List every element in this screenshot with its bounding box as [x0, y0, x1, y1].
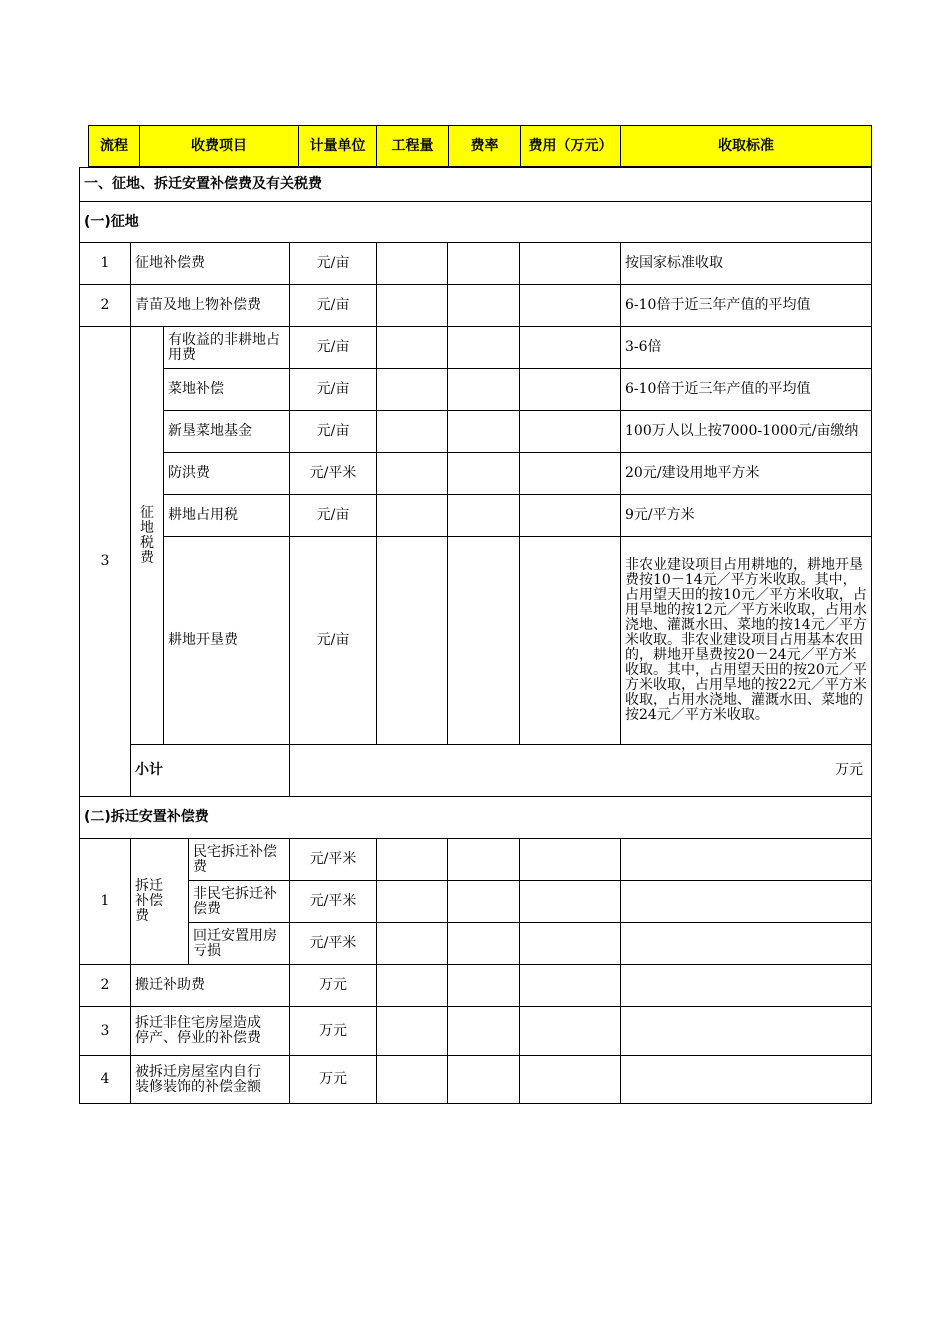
rate-cell	[448, 495, 520, 537]
unit-cell: 元/亩	[290, 411, 377, 453]
header-rate: 费率	[449, 126, 521, 167]
header-cost: 费用（万元）	[521, 126, 621, 167]
standard-cell	[621, 1056, 872, 1104]
quantity-cell	[377, 327, 448, 369]
standard-cell	[621, 1007, 872, 1056]
table-row	[80, 537, 872, 745]
cost-cell	[520, 965, 621, 1007]
rate-cell	[448, 285, 520, 327]
group-label	[131, 839, 189, 965]
cost-cell	[520, 923, 621, 965]
rate-cell	[448, 881, 520, 923]
group-label	[131, 327, 164, 745]
row-number: 1	[80, 243, 131, 285]
unit-cell: 元/平米	[290, 923, 377, 965]
quantity-cell	[377, 839, 448, 881]
cost-cell	[520, 537, 621, 745]
rate-cell	[448, 411, 520, 453]
quantity-cell	[377, 285, 448, 327]
item-name: 青苗及地上物补偿费	[131, 285, 290, 327]
subtotal-label: 小计	[131, 745, 290, 797]
item-name: 耕地开垦费	[164, 537, 290, 745]
item-name: 非民宅拆迁补偿费	[189, 881, 290, 923]
header-quantity: 工程量	[377, 126, 449, 167]
header-item: 收费项目	[140, 126, 299, 167]
unit-cell: 元/平米	[290, 453, 377, 495]
table-row	[80, 839, 872, 881]
quantity-cell	[377, 369, 448, 411]
rate-cell	[448, 453, 520, 495]
table-row	[80, 881, 872, 923]
item-name-text: 被拆迁房屋室内自行装修装饰的补偿金额	[135, 1063, 261, 1095]
header-process: 流程	[89, 126, 140, 167]
quantity-cell	[377, 1056, 448, 1104]
standard-cell: 3-6倍	[621, 327, 872, 369]
table-row	[80, 243, 872, 285]
standard-cell: 非农业建设项目占用耕地的，耕地开垦费按10－14元／平方米收取。其中，占用望天田的按10元／平方米收取，占用旱地的按12元／平方米收取，占用水浇地、灌溉水田、菜地的按14元／平方米收取。非农业建设项目占用基本农田的，耕地开垦费按20－24元／平方米收取。其中，占用望天田的按20元／平方米收取，占用旱地的按22元／平方米收取，占用水浇地、灌溉水田、菜地的按24元／平方米收取。	[621, 537, 872, 745]
header-standard: 收取标准	[621, 126, 872, 167]
table-row	[80, 369, 872, 411]
table-row	[80, 285, 872, 327]
cost-cell	[520, 369, 621, 411]
unit-cell: 万元	[290, 965, 377, 1007]
rate-cell	[448, 923, 520, 965]
item-name	[131, 1056, 290, 1104]
section-title-relocation: (二)拆迁安置补偿费	[80, 797, 872, 839]
group-label-text: 征地税费	[140, 504, 154, 566]
unit-cell: 元/亩	[290, 537, 377, 745]
quantity-cell	[377, 965, 448, 1007]
standard-cell: 100万人以上按7000-1000元/亩缴纳	[621, 411, 872, 453]
quantity-cell	[377, 923, 448, 965]
row-number: 2	[80, 285, 131, 327]
header-unit: 计量单位	[299, 126, 377, 167]
row-number: 3	[80, 327, 131, 797]
item-name: 民宅拆迁补偿费	[189, 839, 290, 881]
row-number: 4	[80, 1056, 131, 1104]
section-title-main: 一、征地、拆迁安置补偿费及有关税费	[80, 168, 872, 202]
unit-cell: 元/亩	[290, 327, 377, 369]
quantity-cell	[377, 411, 448, 453]
rate-cell	[448, 243, 520, 285]
standard-cell: 按国家标准收取	[621, 243, 872, 285]
table-row	[80, 495, 872, 537]
section-row	[80, 797, 872, 839]
unit-cell: 元/亩	[290, 285, 377, 327]
standard-cell	[621, 839, 872, 881]
standard-cell: 6-10倍于近三年产值的平均值	[621, 369, 872, 411]
standard-cell: 9元/平方米	[621, 495, 872, 537]
section-row	[80, 168, 872, 202]
rate-cell	[448, 1056, 520, 1104]
quantity-cell	[377, 1007, 448, 1056]
table-row	[80, 411, 872, 453]
unit-cell: 元/平米	[290, 839, 377, 881]
item-name: 回迁安置用房亏损	[189, 923, 290, 965]
item-name	[131, 1007, 290, 1056]
table-row	[80, 453, 872, 495]
group-label-text: 拆迁补偿费	[135, 878, 163, 924]
quantity-cell	[377, 243, 448, 285]
standard-cell	[621, 881, 872, 923]
unit-cell: 元/亩	[290, 495, 377, 537]
row-number: 3	[80, 1007, 131, 1056]
item-name: 耕地占用税	[164, 495, 290, 537]
table-row	[80, 965, 872, 1007]
subtotal-row	[80, 745, 872, 797]
item-name: 搬迁补助费	[131, 965, 290, 1007]
quantity-cell	[377, 881, 448, 923]
item-name: 征地补偿费	[131, 243, 290, 285]
cost-cell	[520, 411, 621, 453]
rate-cell	[448, 537, 520, 745]
table-row	[80, 1007, 872, 1056]
row-number: 2	[80, 965, 131, 1007]
rate-cell	[448, 839, 520, 881]
cost-cell	[520, 243, 621, 285]
standard-cell: 6-10倍于近三年产值的平均值	[621, 285, 872, 327]
table-header	[88, 125, 872, 167]
rate-cell	[448, 369, 520, 411]
quantity-cell	[377, 453, 448, 495]
item-name: 菜地补偿	[164, 369, 290, 411]
item-name: 新垦菜地基金	[164, 411, 290, 453]
section-row	[80, 202, 872, 243]
section-title-land: (一)征地	[80, 202, 872, 243]
rate-cell	[448, 327, 520, 369]
subtotal-unit: 万元	[290, 745, 872, 797]
rate-cell	[448, 1007, 520, 1056]
cost-cell	[520, 285, 621, 327]
table-row	[80, 327, 872, 369]
unit-cell: 万元	[290, 1007, 377, 1056]
cost-cell	[520, 1056, 621, 1104]
cost-cell	[520, 453, 621, 495]
table-row	[80, 1056, 872, 1104]
cost-cell	[520, 1007, 621, 1056]
item-name-text: 拆迁非住宅房屋造成停产、停业的补偿费	[135, 1015, 261, 1046]
unit-cell: 万元	[290, 1056, 377, 1104]
table-row	[80, 923, 872, 965]
cost-cell	[520, 495, 621, 537]
unit-cell: 元/亩	[290, 243, 377, 285]
quantity-cell	[377, 495, 448, 537]
cost-cell	[520, 327, 621, 369]
cost-cell	[520, 881, 621, 923]
fee-table	[79, 167, 872, 1104]
unit-cell: 元/平米	[290, 881, 377, 923]
cost-cell	[520, 839, 621, 881]
item-name: 有收益的非耕地占用费	[164, 327, 290, 369]
quantity-cell	[377, 537, 448, 745]
standard-cell	[621, 923, 872, 965]
standard-cell	[621, 965, 872, 1007]
rate-cell	[448, 965, 520, 1007]
standard-cell: 20元/建设用地平方米	[621, 453, 872, 495]
row-number: 1	[80, 839, 131, 965]
item-name: 防洪费	[164, 453, 290, 495]
unit-cell: 元/亩	[290, 369, 377, 411]
